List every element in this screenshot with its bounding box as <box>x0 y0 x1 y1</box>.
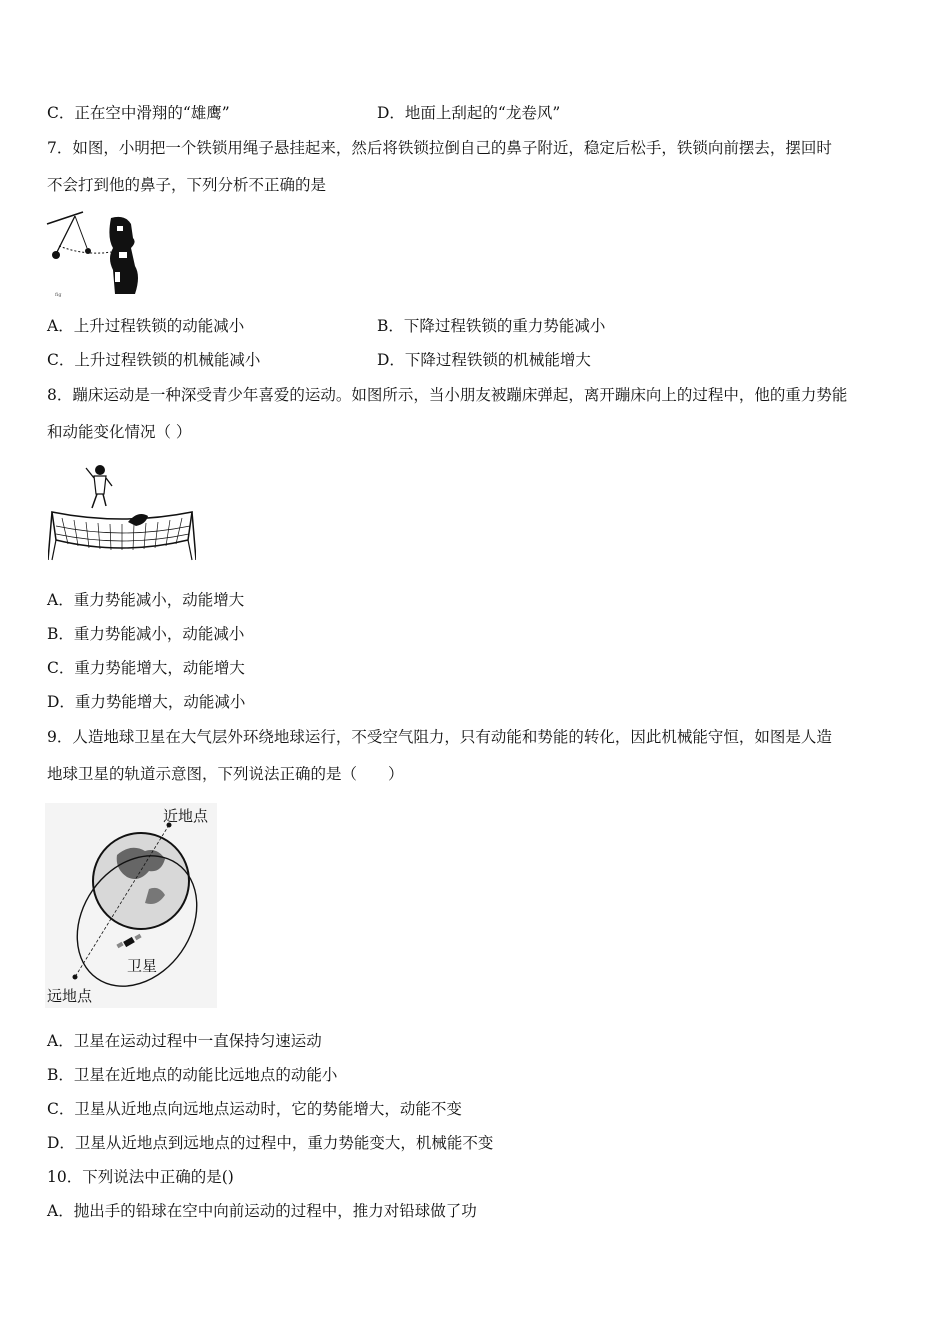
q6-option-c: C．正在空中滑翔的“雄鹰” <box>47 104 230 122</box>
q8-stem-line-2: 和动能变化情况（ ） <box>47 423 192 441</box>
q8-figure-trampoline <box>48 460 196 570</box>
q10-option-a: A．抛出手的铅球在空中向前运动的过程中，推力对铅球做了功 <box>47 1202 477 1220</box>
q7-stem-line-1: 7．如图，小明把一个铁锁用绳子悬挂起来，然后将铁锁拉倒自己的鼻子附近，稳定后松手，铁锁向前摆去，摆回时 <box>47 139 832 157</box>
q7-option-b: B．下降过程铁锁的重力势能减小 <box>377 317 606 335</box>
q7-option-a: A．上升过程铁锁的动能减小 <box>47 317 245 335</box>
q9-stem-line-2: 地球卫星的轨道示意图，下列说法正确的是（ ） <box>47 765 404 783</box>
svg-text:fig: fig <box>55 292 62 298</box>
q9-label-apogee: 远地点 <box>47 987 93 1005</box>
q9-label-satellite: 卫星 <box>127 957 158 975</box>
q7-figure-iron-lock-pendulum <box>45 208 155 298</box>
q9-option-b: B．卫星在近地点的动能比远地点的动能小 <box>47 1066 338 1084</box>
q8-stem-line-1: 8．蹦床运动是一种深受青少年喜爱的运动。如图所示，当小朋友被蹦床弹起，离开蹦床向上的过程中，他的重力势能 <box>47 386 848 404</box>
q9-option-a: A．卫星在运动过程中一直保持匀速运动 <box>47 1032 322 1050</box>
q8-option-b: B．重力势能减小，动能减小 <box>47 625 245 643</box>
q9-figure-satellite-orbit <box>45 803 217 1008</box>
q9-option-d: D．卫星从近地点到远地点的过程中，重力势能变大，机械能不变 <box>47 1134 494 1152</box>
q8-option-a: A．重力势能减小，动能增大 <box>47 591 245 609</box>
q7-option-c: C．上升过程铁锁的机械能减小 <box>47 351 261 369</box>
q10-stem: 10．下列说法中正确的是() <box>47 1168 234 1186</box>
q7-option-d: D．下降过程铁锁的机械能增大 <box>377 351 591 369</box>
q8-option-d: D．重力势能增大，动能减小 <box>47 693 246 711</box>
q7-stem-line-2: 不会打到他的鼻子，下列分析不正确的是 <box>47 176 327 194</box>
q9-stem-line-1: 9．人造地球卫星在大气层外环绕地球运行，不受空气阻力，只有动能和势能的转化，因此机械能守恒，如图是人造 <box>47 728 832 746</box>
q9-label-perigee: 近地点 <box>163 807 209 825</box>
q6-option-d: D．地面上刮起的“龙卷风” <box>377 104 561 122</box>
q9-option-c: C．卫星从近地点向远地点运动时，它的势能增大，动能不变 <box>47 1100 462 1118</box>
q8-option-c: C．重力势能增大，动能增大 <box>47 659 245 677</box>
